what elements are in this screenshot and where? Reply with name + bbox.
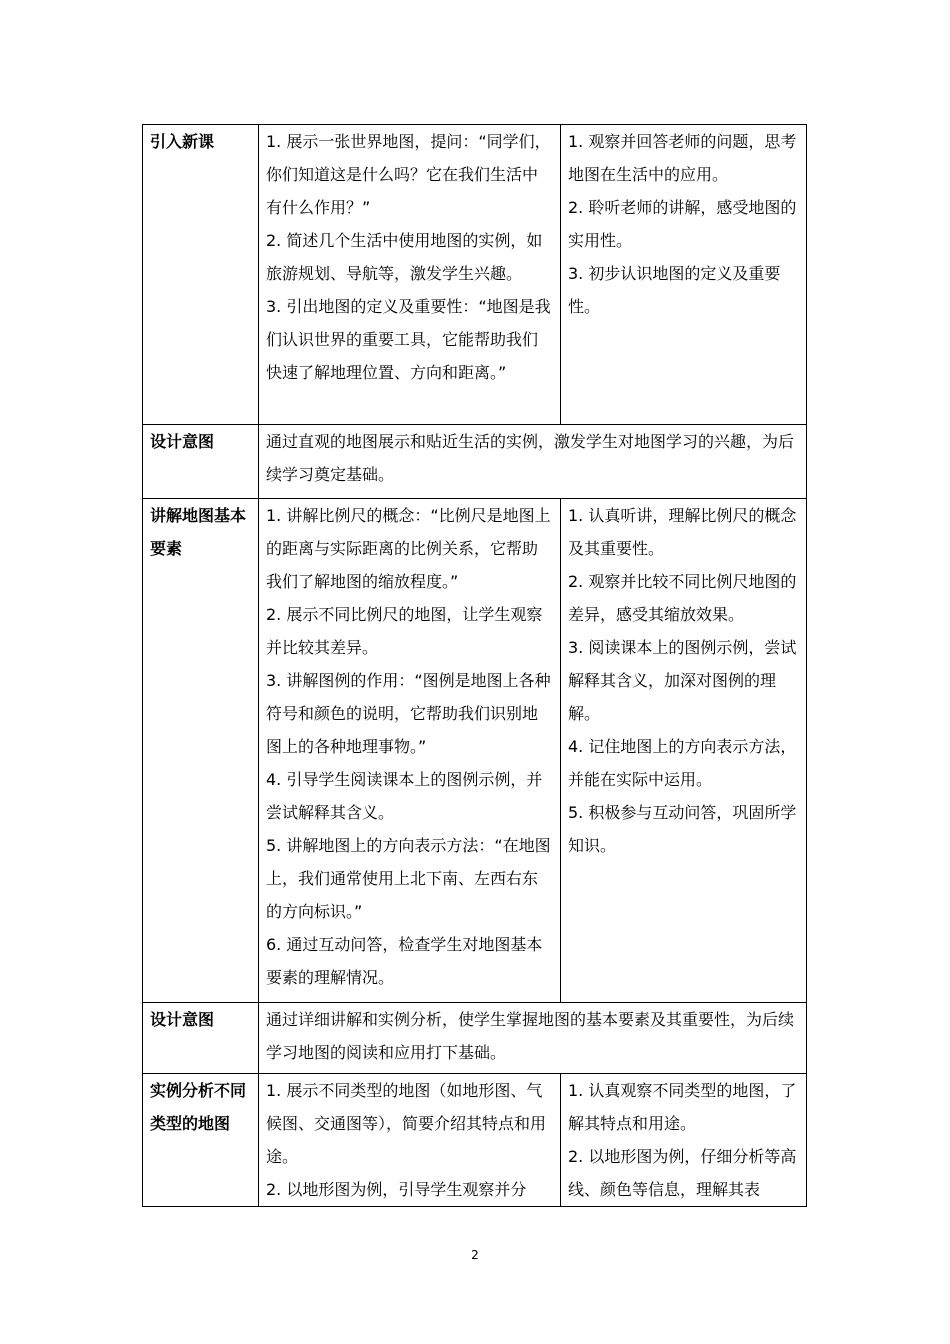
teacher-item: 1. 展示一张世界地图，提问：“同学们，你们知道这是什么吗？它在我们生活中有什么作用？” (266, 132, 551, 217)
row-label: 设计意图 (143, 1003, 259, 1074)
student-item: 1. 观察并回答老师的问题，思考地图在生活中的应用。 (568, 132, 797, 184)
row-label: 讲解地图基本要素 (143, 499, 259, 1003)
design-intent-cell: 通过直观的地图展示和贴近生活的实例，激发学生对地图学习的兴趣，为后续学习奠定基础。 (259, 425, 807, 499)
student-item: 1. 认真听讲，理解比例尺的概念及其重要性。 (568, 506, 797, 558)
student-item: 3. 阅读课本上的图例示例，尝试解释其含义，加深对图例的理解。 (568, 638, 797, 723)
student-activity-cell (561, 499, 807, 1003)
student-item: 5. 积极参与互动问答，巩固所学知识。 (568, 803, 797, 855)
teacher-item: 4. 引导学生阅读课本上的图例示例，并尝试解释其含义。 (266, 770, 543, 822)
student-item: 3. 初步认识地图的定义及重要性。 (568, 264, 781, 316)
teacher-item: 6. 通过互动问答，检查学生对地图基本要素的理解情况。 (266, 935, 543, 987)
student-activity-cell (561, 1074, 807, 1207)
student-item: 4. 记住地图上的方向表示方法，并能在实际中运用。 (568, 737, 797, 789)
table-row (143, 1003, 807, 1074)
table-row (143, 1074, 807, 1207)
row-label: 设计意图 (143, 425, 259, 499)
teacher-activity-cell (259, 499, 561, 1003)
row-label: 实例分析不同类型的地图 (143, 1074, 259, 1207)
row-label: 引入新课 (143, 125, 259, 425)
teacher-item: 5. 讲解地图上的方向表示方法：“在地图上，我们通常使用上北下南、左西右东的方向标识。” (266, 836, 551, 921)
teacher-item: 3. 讲解图例的作用：“图例是地图上各种符号和颜色的说明，它帮助我们识别地图上的各种地理事物。” (266, 671, 551, 756)
page-number: 2 (471, 1248, 479, 1262)
teacher-item: 2. 简述几个生活中使用地图的实例，如旅游规划、导航等，激发学生兴趣。 (266, 231, 543, 283)
student-item: 2. 观察并比较不同比例尺地图的差异，感受其缩放效果。 (568, 572, 797, 624)
design-intent-cell: 通过详细讲解和实例分析，使学生掌握地图的基本要素及其重要性，为后续学习地图的阅读和应用打下基础。 (259, 1003, 807, 1074)
student-activity-cell (561, 125, 807, 425)
teacher-item: 3. 引出地图的定义及重要性：“地图是我们认识世界的重要工具，它能帮助我们快速了解地理位置、方向和距离。” (266, 297, 551, 382)
teacher-activity-cell (259, 1074, 561, 1207)
teacher-item: 2. 展示不同比例尺的地图，让学生观察并比较其差异。 (266, 605, 543, 657)
table-row (143, 499, 807, 1003)
student-item: 2. 以地形图为例，仔细分析等高线、颜色等信息，理解其表 (568, 1147, 797, 1199)
teacher-activity-cell (259, 125, 561, 425)
teacher-item: 1. 讲解比例尺的概念：“比例尺是地图上的距离与实际距离的比例关系，它帮助我们了解地图的缩放程度。” (266, 506, 551, 591)
table-row (143, 125, 807, 425)
lesson-plan-table (142, 124, 807, 1207)
student-item: 2. 聆听老师的讲解，感受地图的实用性。 (568, 198, 797, 250)
table-row (143, 425, 807, 499)
teacher-item: 2. 以地形图为例，引导学生观察并分 (266, 1180, 527, 1199)
student-item: 1. 认真观察不同类型的地图，了解其特点和用途。 (568, 1081, 797, 1133)
teacher-item: 1. 展示不同类型的地图（如地形图、气候图、交通图等），简要介绍其特点和用途。 (266, 1081, 547, 1166)
